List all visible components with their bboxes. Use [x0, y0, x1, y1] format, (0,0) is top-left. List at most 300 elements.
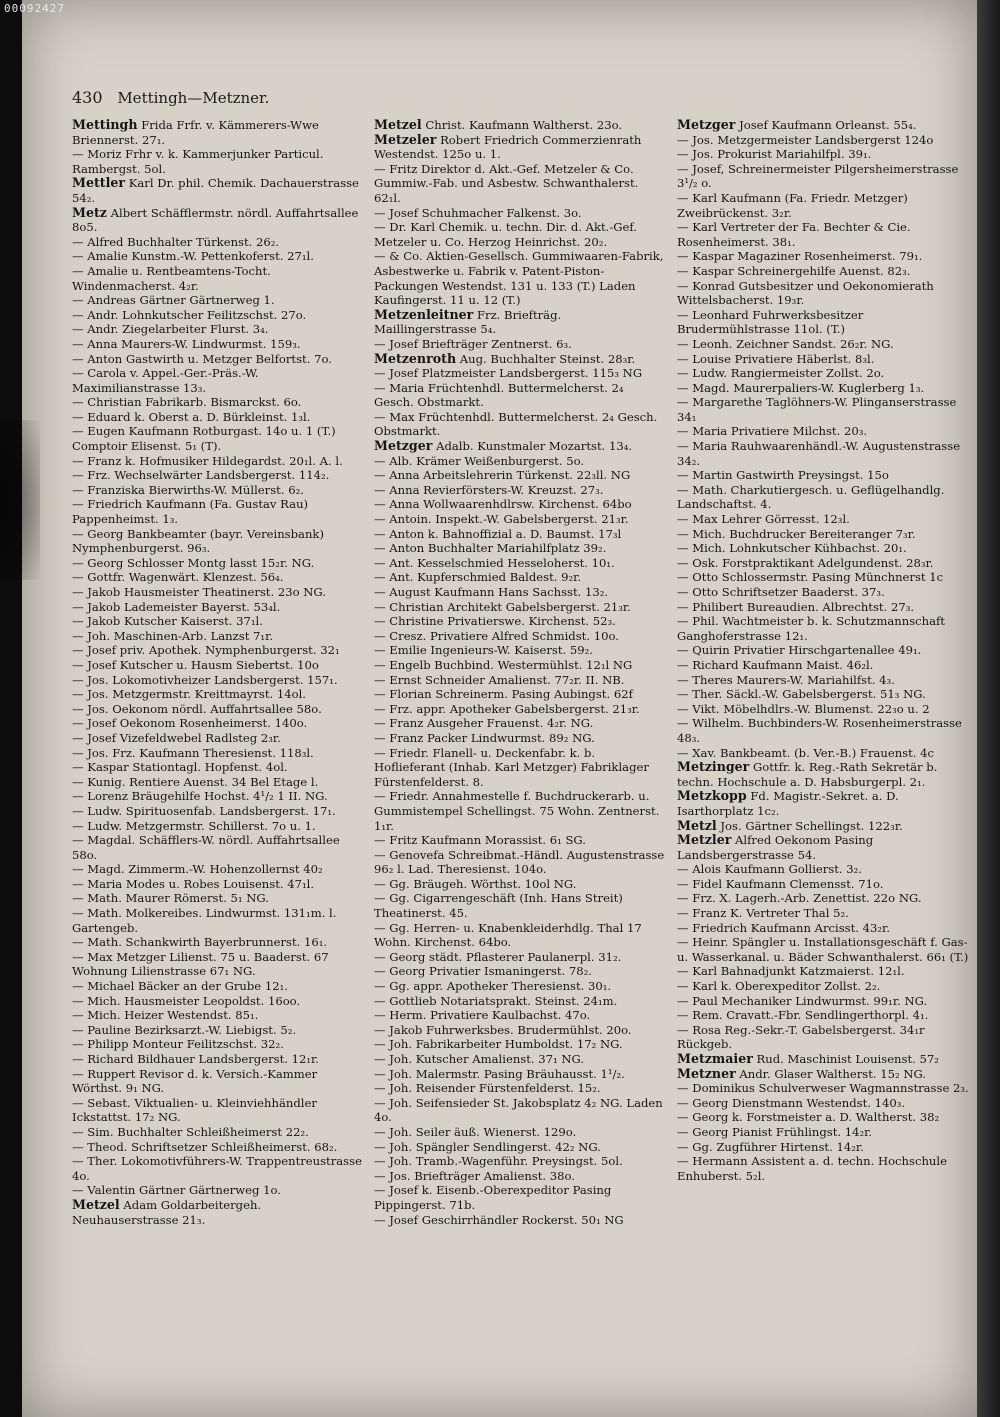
directory-entry [677, 702, 969, 717]
directory-entry [374, 789, 666, 833]
entry-text: — Anna Arbeitslehrerin Türkenst. 22₃ll. NG [374, 468, 631, 483]
entry-text: — Kaspar Stationtagl. Hopfenst. 4ol. [72, 760, 288, 775]
directory-entry [374, 1067, 666, 1082]
directory-page [22, 0, 977, 1417]
directory-entry [374, 1008, 666, 1023]
directory-entry [677, 424, 969, 439]
directory-entry [677, 1096, 969, 1111]
entry-text: — Josef k. Eisenb.-Oberexpeditor Pasing Pippingerst. 71b. [374, 1183, 612, 1212]
directory-entry [677, 1052, 969, 1067]
directory-entry [677, 658, 969, 673]
entry-text: — Franz k. Hofmusiker Hildegardst. 20₁l. A. l. [72, 453, 343, 468]
entry-text: Frida Frfr. v. Kämmerers-Wwe Briennerst. 27₁. [72, 118, 319, 147]
directory-entry [72, 789, 364, 804]
directory-entry [677, 468, 969, 483]
entry-text: — Michael Bäcker an der Grube 12₁. [72, 979, 288, 994]
column-3 [677, 118, 969, 1183]
directory-entry [374, 1037, 666, 1052]
directory-entry [677, 673, 969, 688]
entry-text: — Theres Maurers-W. Mariahilfst. 4₃. [677, 672, 895, 687]
entry-text: — Carola v. Appel.-Ger.-Präs.-W. Maximilianstrasse 13₃. [72, 366, 259, 395]
entry-text: — Anna Maurers-W. Lindwurmst. 159₃. [72, 336, 301, 351]
entry-text: — Mich. Lohnkutscher Kühbachst. 20₁. [677, 541, 907, 556]
entry-text: — Rosa Reg.-Sekr.-T. Gabelsbergerst. 34₁r Rückgeb. [677, 1022, 925, 1052]
entry-text: — Christine Privatierswe. Kirchenst. 52₃. [374, 614, 616, 629]
entry-text: — Georg Pianist Frühlingst. 14₂r. [677, 1124, 873, 1139]
entry-text: — Max Metzger Lilienst. 75 u. Baaderst. 67 Wohnung Lilienstrasse 67₁ NG. [72, 949, 329, 979]
entry-text: — Paul Mechaniker Lindwurmst. 99₁r. NG. [677, 993, 928, 1008]
entry-text: — Franz Ausgeher Frauenst. 4₂r. NG. [374, 716, 594, 731]
entry-text: — Jos. Frz. Kaufmann Theresienst. 118₃l. [72, 745, 314, 760]
directory-entry [72, 731, 364, 746]
directory-entry [374, 308, 666, 337]
directory-entry [374, 352, 666, 367]
directory-entry [677, 906, 969, 921]
entry-text: — Karl Bahnadjunkt Katzmaierst. 12₁l. [677, 964, 905, 979]
entry-text: — Ther. Lokomotivführers-W. Trappentreustrasse 4o. [72, 1154, 362, 1183]
entry-text: — Math. Molkereibes. Lindwurmst. 131₁m. l. Gartengeb. [72, 906, 337, 935]
directory-entry [72, 1023, 364, 1038]
entry-text: — Gg. Cigarrengeschäft (Inh. Hans Streit) Theatinerst. 45. [374, 891, 623, 921]
entry-text: Aug. Buchhalter Steinst. 28₃r. [459, 351, 636, 366]
entry-text: — Ludw. Spirituosenfab. Landsbergerst. 17₁. [72, 803, 336, 818]
entry-text: — Amalie u. Rentbeamtens-Tocht. Windenmacherst. 4₂r. [72, 263, 271, 293]
directory-entry [72, 994, 364, 1009]
directory-entry [677, 877, 969, 892]
directory-entry [374, 1183, 666, 1212]
directory-entry [677, 716, 969, 745]
directory-entry [72, 410, 364, 425]
entry-text: — Sim. Buchhalter Schleißheimerst 22₂. [72, 1124, 309, 1139]
entry-text: — Jakob Lademeister Bayerst. 53₄l. [72, 599, 281, 614]
directory-entry [374, 1081, 666, 1096]
entry-text: — Georg Schlosser Montg lasst 15₂r. NG. [72, 555, 315, 570]
directory-entry [677, 614, 969, 643]
entry-text: — Frz. Wechselwärter Landsbergerst. 114₂. [72, 468, 330, 483]
entry-text: Karl Dr. phil. Chemik. Dachauerstrasse 54₂. [72, 176, 359, 205]
directory-entry [374, 541, 666, 556]
directory-entry [72, 906, 364, 935]
page-header [72, 88, 269, 110]
directory-entry [72, 673, 364, 688]
directory-entry [374, 381, 666, 410]
entry-text: — Dominikus Schulverweser Wagmannstrasse 2₃. [677, 1081, 969, 1096]
entry-text: Andr. Glaser Waltherst. 15₂ NG. [739, 1066, 927, 1081]
archive-stamp: 00092427 [4, 2, 65, 15]
directory-entry [72, 600, 364, 615]
entry-text: — Ant. Kesselschmied Hesseloherst. 10₁. [374, 555, 615, 570]
entry-text: — Max Früchtenhdl. Buttermelcherst. 2₄ Gesch. Obstmarkt. [374, 409, 658, 439]
entry-text: — Alb. Krämer Weißenburgerst. 5o. [374, 453, 585, 468]
directory-entry [677, 1110, 969, 1125]
directory-entry [374, 1125, 666, 1140]
surname-heading: Metzl [677, 817, 717, 833]
directory-entry [72, 352, 364, 367]
entry-text: — Hermann Assistent a. d. techn. Hochschule Enhuberst. 5₂l. [677, 1154, 947, 1183]
directory-entry [677, 133, 969, 148]
running-head: Mettingh—Metzner. [117, 89, 270, 107]
surname-heading: Metzel [72, 1196, 120, 1212]
entry-text: — Joh. Fabrikarbeiter Humboldst. 17₂ NG. [374, 1037, 623, 1052]
directory-entry [677, 1008, 969, 1023]
entry-text: — Gg. Zugführer Hirtenst. 14₂r. [677, 1139, 864, 1154]
directory-entry [374, 1096, 666, 1125]
entry-text: — Anton Buchhalter Mariahilfplatz 39₂. [374, 541, 607, 556]
directory-entry [677, 220, 969, 249]
directory-entry [72, 118, 364, 147]
entry-text: — Jos. Briefträger Amalienst. 38o. [374, 1168, 575, 1183]
page-number: 430 [72, 88, 103, 107]
directory-entry [72, 454, 364, 469]
directory-entry [374, 1140, 666, 1155]
entry-text: — Jos. Oekonom nördl. Auffahrtsallee 58o. [72, 701, 322, 716]
entry-text: — Maria Modes u. Robes Louisenst. 47₁l. [72, 876, 315, 891]
directory-entry [72, 235, 364, 250]
entry-text: — Jakob Kutscher Kaiserst. 37₁l. [72, 614, 263, 629]
directory-entry [677, 1125, 969, 1140]
entry-text: — Georg Privatier Ismaningerst. 78₂. [374, 964, 592, 979]
surname-heading: Metzner [677, 1065, 736, 1081]
directory-entry [677, 556, 969, 571]
entry-text: — Josef priv. Apothek. Nymphenburgerst. 32₁ [72, 643, 340, 658]
entry-text: — Karl k. Oberexpeditor Zollst. 2₂. [677, 979, 881, 994]
entry-text: — Magd. Maurerpaliers-W. Kuglerberg 1₃. [677, 380, 925, 395]
entry-text: — Gg. Bräugeh. Wörthst. 10ol NG. [374, 876, 577, 891]
directory-entry [677, 1140, 969, 1155]
entry-text: — Friedrich Kaufmann Arcisst. 43₂r. [677, 920, 891, 935]
directory-entry [72, 570, 364, 585]
entry-text: Rud. Maschinist Louisenst. 57₂ [756, 1052, 939, 1066]
directory-entry [374, 133, 666, 162]
entry-text: — Heinr. Spängler u. Installationsgeschäft f. Gas- u. Wasserkanal. u. Bäder Schwanthalerst. 66₁ (T.) [677, 935, 969, 964]
directory-entry [72, 833, 364, 862]
entry-text: — Sebast. Viktualien- u. Kleinviehhändler Ickstattst. 17₂ NG. [72, 1095, 317, 1125]
entry-text: — Josef Geschirrhändler Rockerst. 50₁ NG [374, 1212, 624, 1227]
entry-text: — Georg städt. Pflasterer Paulanerpl. 31₂. [374, 949, 622, 964]
entry-text: — Friedr. Flanell- u. Deckenfabr. k. b. Hoflieferant (Inhab. Karl Metzger) Fabriklager Fürstenfelderst. 8. [374, 745, 649, 789]
entry-text: — Gg. Herren- u. Knabenkleiderhdlg. Thal 17 Wohn. Kirchenst. 64bo. [374, 920, 642, 950]
entry-text: — Joh. Tramb.-Wagenführ. Preysingst. 5ol. [374, 1154, 623, 1169]
directory-entry [72, 614, 364, 629]
entry-text: — Jos. Metzgermeister Landsbergerst 124o [677, 132, 934, 147]
directory-entry [374, 1154, 666, 1169]
directory-entry [374, 746, 666, 790]
entry-text: — Wilhelm. Buchbinders-W. Rosenheimerstrasse 48₃. [677, 716, 962, 745]
entry-text: — Kunig. Rentiere Auenst. 34 Bel Etage l. [72, 774, 319, 789]
directory-entry [677, 512, 969, 527]
entry-text: — Xav. Bankbeamt. (b. Ver.-B.) Frauenst. 4c [677, 745, 935, 760]
directory-entry [72, 308, 364, 323]
directory-entry [677, 760, 969, 789]
directory-entry [677, 279, 969, 308]
directory-entry [374, 556, 666, 571]
directory-entry [374, 249, 666, 307]
entry-text: — Dr. Karl Chemik. u. techn. Dir. d. Akt.-Gef. Metzeler u. Co. Herzog Heinrichst. 20₂. [374, 220, 637, 249]
directory-entry [677, 264, 969, 279]
entry-text: — Math. Maurer Römerst. 5₁ NG. [72, 891, 269, 906]
entry-text: — Gottfr. Wagenwärt. Klenzest. 56₄. [72, 570, 284, 585]
directory-entry [374, 527, 666, 542]
entry-text: — Engelb Buchbind. Westermühlst. 12₁l NG [374, 657, 633, 672]
directory-entry [374, 629, 666, 644]
entry-text: — Friedrich Kaufmann (Fa. Gustav Rau) Pappenheimst. 1₃. [72, 497, 309, 527]
entry-text: — Mich. Hausmeister Leopoldst. 16oo. [72, 993, 301, 1008]
directory-entry [72, 366, 364, 395]
directory-entry [72, 775, 364, 790]
entry-text: — Andreas Gärtner Gärtnerweg 1. [72, 293, 275, 308]
directory-entry [374, 891, 666, 920]
directory-entry [72, 950, 364, 979]
directory-entry [72, 877, 364, 892]
column-1 [72, 118, 364, 1227]
entry-text: — Franziska Bierwirths-W. Müllerst. 6₂. [72, 482, 304, 497]
entry-text: — Eduard k. Oberst a. D. Bürkleinst. 1₃l. [72, 409, 311, 424]
entry-text: Robert Friedrich Commerzienrath Westendst. 125o u. 1. [374, 132, 642, 162]
entry-text: Christ. Kaufmann Waltherst. 23o. [425, 118, 623, 132]
entry-text: — Joh. Kutscher Amalienst. 37₁ NG. [374, 1052, 585, 1066]
surname-heading: Metzler [677, 832, 732, 848]
entry-text: — Frz. appr. Apotheker Gabelsbergerst. 21₃r. [374, 701, 640, 716]
entry-text: — Ther. Säckl.-W. Gabelsbergerst. 51₃ NG. [677, 687, 926, 702]
entry-text: — Josef Schuhmacher Falkenst. 3o. [374, 205, 582, 220]
directory-entry [374, 585, 666, 600]
entry-text: — Fritz Direktor d. Akt.-Gef. Metzeler & Co. Gummiw.-Fab. und Asbestw. Schwanthalerst. 62₁l. [374, 161, 639, 205]
directory-entry [677, 833, 969, 862]
entry-text: — Genovefa Schreibmat.-Händl. Augustenstrasse 96₂ l. Lad. Theresienst. 104o. [374, 847, 665, 877]
directory-entry [677, 979, 969, 994]
directory-entry [374, 848, 666, 877]
directory-entry [72, 1183, 364, 1198]
directory-entry [72, 585, 364, 600]
entry-text: — Jakob Fuhrwerksbes. Brudermühlst. 20o. [374, 1022, 632, 1037]
entry-text: — Ant. Kupferschmied Baldest. 9₂r. [374, 570, 582, 585]
directory-entry [677, 352, 969, 367]
entry-text: — August Kaufmann Hans Sachsst. 13₂. [374, 585, 609, 599]
entry-text: — Josef Vizefeldwebel Radlsteg 2₃r. [72, 730, 281, 745]
directory-entry [72, 395, 364, 410]
directory-entry [677, 1081, 969, 1096]
entry-text: — Margarethe Taglöhners-W. Plinganserstrasse 34₁ [677, 395, 957, 424]
directory-entry [72, 249, 364, 264]
entry-text: — Herm. Privatiere Kaulbachst. 47o. [374, 1008, 591, 1023]
entry-text: — Phil. Wachtmeister b. k. Schutzmannschaft Ganghoferstrasse 12₁. [677, 614, 945, 643]
entry-text: — Josef Kutscher u. Hausm Siebertst. 10o [72, 657, 319, 672]
directory-entry [677, 366, 969, 381]
entry-text: — Gg. appr. Apotheker Theresienst. 30₁. [374, 979, 612, 994]
entry-text: — Joh. Seiler äuß. Wienerst. 129o. [374, 1124, 577, 1139]
surname-heading: Metzenleitner [374, 306, 474, 322]
entry-text: Josef Kaufmann Orleanst. 55₄. [739, 118, 917, 132]
entry-text: — Ruppert Revisor d. k. Versich.-Kammer Wörthst. 9₁ NG. [72, 1066, 318, 1096]
directory-entry [677, 585, 969, 600]
entry-text: — Joh. Malermstr. Pasing Bräuhausst. 1¹/₂. [374, 1066, 625, 1081]
directory-entry [72, 1125, 364, 1140]
directory-entry [72, 819, 364, 834]
surname-heading: Mettingh [72, 117, 138, 132]
entry-text: — Christian Architekt Gabelsbergerst. 21₃r. [374, 599, 631, 614]
directory-entry [374, 512, 666, 527]
directory-entry [72, 293, 364, 308]
entry-text: Frz. Briefträg. Maillingerstrasse 5₄. [374, 307, 562, 337]
directory-entry [72, 1140, 364, 1155]
directory-entry [374, 921, 666, 950]
entry-text: — Franz Packer Lindwurmst. 89₂ NG. [374, 730, 595, 745]
entry-text: — Christian Fabrikarb. Bismarckst. 6o. [72, 395, 302, 410]
entry-text: — Otto Schriftsetzer Baaderst. 37₃. [677, 585, 885, 599]
directory-entry [677, 439, 969, 468]
directory-entry [677, 570, 969, 585]
entry-text: — Quirin Privatier Hirschgartenallee 49₁. [677, 643, 922, 658]
surname-heading: Metzger [677, 117, 736, 132]
entry-text: — Ludw. Metzgermstr. Schillerst. 7o u. 1. [72, 818, 316, 833]
directory-entry [374, 1023, 666, 1038]
entry-text: — Joh. Spängler Sendlingerst. 42₂ NG. [374, 1139, 601, 1154]
entry-text: — Jos. Metzgermstr. Kreittmayrst. 14ol. [72, 687, 306, 702]
directory-entry [374, 614, 666, 629]
directory-entry [72, 1067, 364, 1096]
directory-entry [677, 862, 969, 877]
directory-entry [374, 994, 666, 1009]
entry-text: — Maria Privatiere Milchst. 20₃. [677, 424, 868, 439]
directory-entry [677, 191, 969, 220]
entry-text: — & Co. Aktien-Gesellsch. Gummiwaaren-Fabrik, Asbestwerke u. Fabrik v. Patent-Piston-Packungen Westendst. 131 u. 133 (T.) Laden Kaufingerst. 11 u. 12 (T.) [374, 249, 664, 308]
directory-entry [72, 424, 364, 453]
entry-text: — Maria Früchtenhdl. Buttermelcherst. 2₄ Gesch. Obstmarkt. [374, 380, 624, 410]
directory-entry [677, 891, 969, 906]
directory-entry [374, 673, 666, 688]
entry-text: — Kaspar Magaziner Rosenheimerst. 79₁. [677, 249, 923, 264]
entry-text: — Pauline Bezirksarzt.-W. Liebigst. 5₂. [72, 1022, 297, 1037]
directory-entry [72, 1037, 364, 1052]
entry-text: — Richard Bildhauer Landsbergerst. 12₁r. [72, 1052, 319, 1066]
directory-entry [677, 819, 969, 834]
entry-text: — Martin Gastwirth Preysingst. 15o [677, 468, 889, 483]
entry-text: — Eugen Kaufmann Rotburgast. 14o u. 1 (T.) Comptoir Elisenst. 5₁ (T). [72, 424, 336, 454]
directory-entry [374, 1052, 666, 1067]
entry-text: — Magd. Zimmerm.-W. Hohenzollernst 40₂ [72, 862, 323, 877]
entry-text: — Anton Gastwirth u. Metzger Belfortst. 7o. [72, 351, 332, 366]
entry-text: — Magdal. Schäfflers-W. nördl. Auffahrtsallee 58o. [72, 833, 340, 862]
directory-entry [677, 1154, 969, 1183]
entry-text: — Jos. Prokurist Mariahilfpl. 39₁. [677, 147, 872, 162]
entry-text: — Max Lehrer Görresst. 12₃l. [677, 512, 850, 527]
directory-entry [72, 643, 364, 658]
surname-heading: Metzeler [374, 131, 437, 147]
entry-text: — Otto Schlossermstr. Pasing Münchnerst 1c [677, 570, 944, 585]
directory-entry [72, 702, 364, 717]
entry-text: — Louise Privatiere Häberlst. 8₃l. [677, 351, 875, 366]
entry-text: — Josef Briefträger Zentnerst. 6₃. [374, 336, 572, 351]
entry-text: — Mich. Heizer Westendst. 85₁. [72, 1008, 259, 1023]
directory-entry [374, 702, 666, 717]
entry-text: — Georg Dienstmann Westendst. 140₃. [677, 1095, 906, 1110]
directory-entry [72, 468, 364, 483]
directory-entry [72, 147, 364, 176]
surname-heading: Metz [72, 204, 107, 220]
entry-text: — Anna Wollwaarenhdlrsw. Kirchenst. 64bo [374, 497, 632, 512]
surname-heading: Metzkopp [677, 788, 747, 804]
entry-text: — Konrad Gutsbesitzer und Oekonomierath Wittelsbacherst. 19₃r. [677, 278, 934, 308]
directory-entry [677, 994, 969, 1009]
entry-text: — Alois Kaufmann Gollierst. 3₂. [677, 862, 862, 877]
directory-entry [677, 162, 969, 191]
directory-entry [72, 760, 364, 775]
directory-entry [374, 337, 666, 352]
directory-entry [374, 410, 666, 439]
directory-entry [72, 1096, 364, 1125]
entry-text: — Karl Vertreter der Fa. Bechter & Cie. Rosenheimerst. 38₁. [677, 220, 911, 249]
directory-entry [72, 322, 364, 337]
directory-entry [72, 1154, 364, 1183]
directory-entry [374, 964, 666, 979]
entry-text: — Ludw. Rangiermeister Zollst. 2o. [677, 366, 885, 381]
directory-entry [72, 556, 364, 571]
entry-text: — Lorenz Bräugehilfe Hochst. 4¹/₂ 1 II. NG. [72, 789, 328, 804]
entry-text: Albert Schäfflermstr. nördl. Auffahrtsallee 8o5. [72, 205, 359, 235]
entry-text: — Philipp Monteur Feilitzschst. 32₂. [72, 1037, 284, 1052]
entry-text: Adalb. Kunstmaler Mozartst. 13₄. [436, 439, 633, 454]
directory-entry [72, 264, 364, 293]
directory-entry [677, 381, 969, 396]
directory-entry [677, 789, 969, 818]
entry-text: — Joh. Maschinen-Arb. Lanzst 7₁r. [72, 628, 274, 643]
directory-entry [374, 643, 666, 658]
entry-text: — Josef Platzmeister Landsbergerst. 115₃ NG [374, 366, 643, 381]
entry-text: — Theod. Schriftsetzer Schleißheimerst. 68₂. [72, 1139, 338, 1154]
directory-entry [677, 249, 969, 264]
entry-text: — Alfred Buchhalter Türkenst. 26₂. [72, 234, 280, 249]
entry-text: — Josef Oekonom Rosenheimerst. 140o. [72, 716, 308, 731]
page-edge [977, 0, 1000, 1417]
entry-text: Alfred Oekonom Pasing Landsbergerstrasse 54. [677, 833, 874, 862]
directory-entry [677, 687, 969, 702]
directory-entry [677, 527, 969, 542]
directory-entry [72, 206, 364, 235]
entry-text: — Antoin. Inspekt.-W. Gabelsbergerst. 21₃r. [374, 512, 629, 527]
directory-entry [374, 454, 666, 469]
entry-text: — Florian Schreinerm. Pasing Aubingst. 62f [374, 687, 633, 702]
entry-text: — Joh. Seifensieder St. Jakobsplatz 4₂ NG. Laden 4o. [374, 1095, 663, 1125]
directory-entry [677, 935, 969, 964]
directory-entry [677, 746, 969, 761]
directory-entry [72, 629, 364, 644]
directory-entry [374, 731, 666, 746]
directory-entry [72, 483, 364, 498]
entry-text: — Moriz Frhr v. k. Kammerjunker Particul. Rambergst. 5ol. [72, 147, 324, 176]
entry-text: — Leonhard Fuhrwerksbesitzer Brudermühlstrasse 11ol. (T.) [677, 307, 864, 337]
entry-text: Gottfr. k. Reg.-Rath Sekretär b. techn. Hochschule a. D. Habsburgerpl. 2₁. [677, 760, 938, 789]
entry-text: — Franz K. Vertreter Thal 5₂. [677, 906, 849, 921]
directory-entry [677, 147, 969, 162]
directory-entry [374, 687, 666, 702]
entry-text: — Philibert Bureaudien. Albrechtst. 27₃. [677, 599, 915, 614]
directory-entry [72, 1052, 364, 1067]
entry-text: — Georg k. Forstmeister a. D. Waltherst. 38₂ [677, 1110, 940, 1125]
directory-entry [374, 1213, 666, 1228]
entry-text: — Joh. Reisender Fürstenfelderst. 15₂. [374, 1081, 601, 1096]
surname-heading: Metzger [374, 438, 433, 454]
entry-text: — Karl Kaufmann (Fa. Friedr. Metzger) Zweibrückenst. 3₂r. [677, 190, 908, 220]
directory-entry [72, 891, 364, 906]
entry-text: — Kaspar Schreinergehilfe Auenst. 82₃. [677, 263, 911, 278]
binder-clip-shadow [0, 420, 40, 580]
entry-text: — Ernst Schneider Amalienst. 77₂r. II. NB. [374, 672, 625, 687]
entry-text: — Emilie Ingenieurs-W. Kaiserst. 59₂. [374, 643, 593, 658]
directory-entry [374, 600, 666, 615]
directory-entry [374, 833, 666, 848]
directory-entry [72, 716, 364, 731]
directory-entry [72, 687, 364, 702]
